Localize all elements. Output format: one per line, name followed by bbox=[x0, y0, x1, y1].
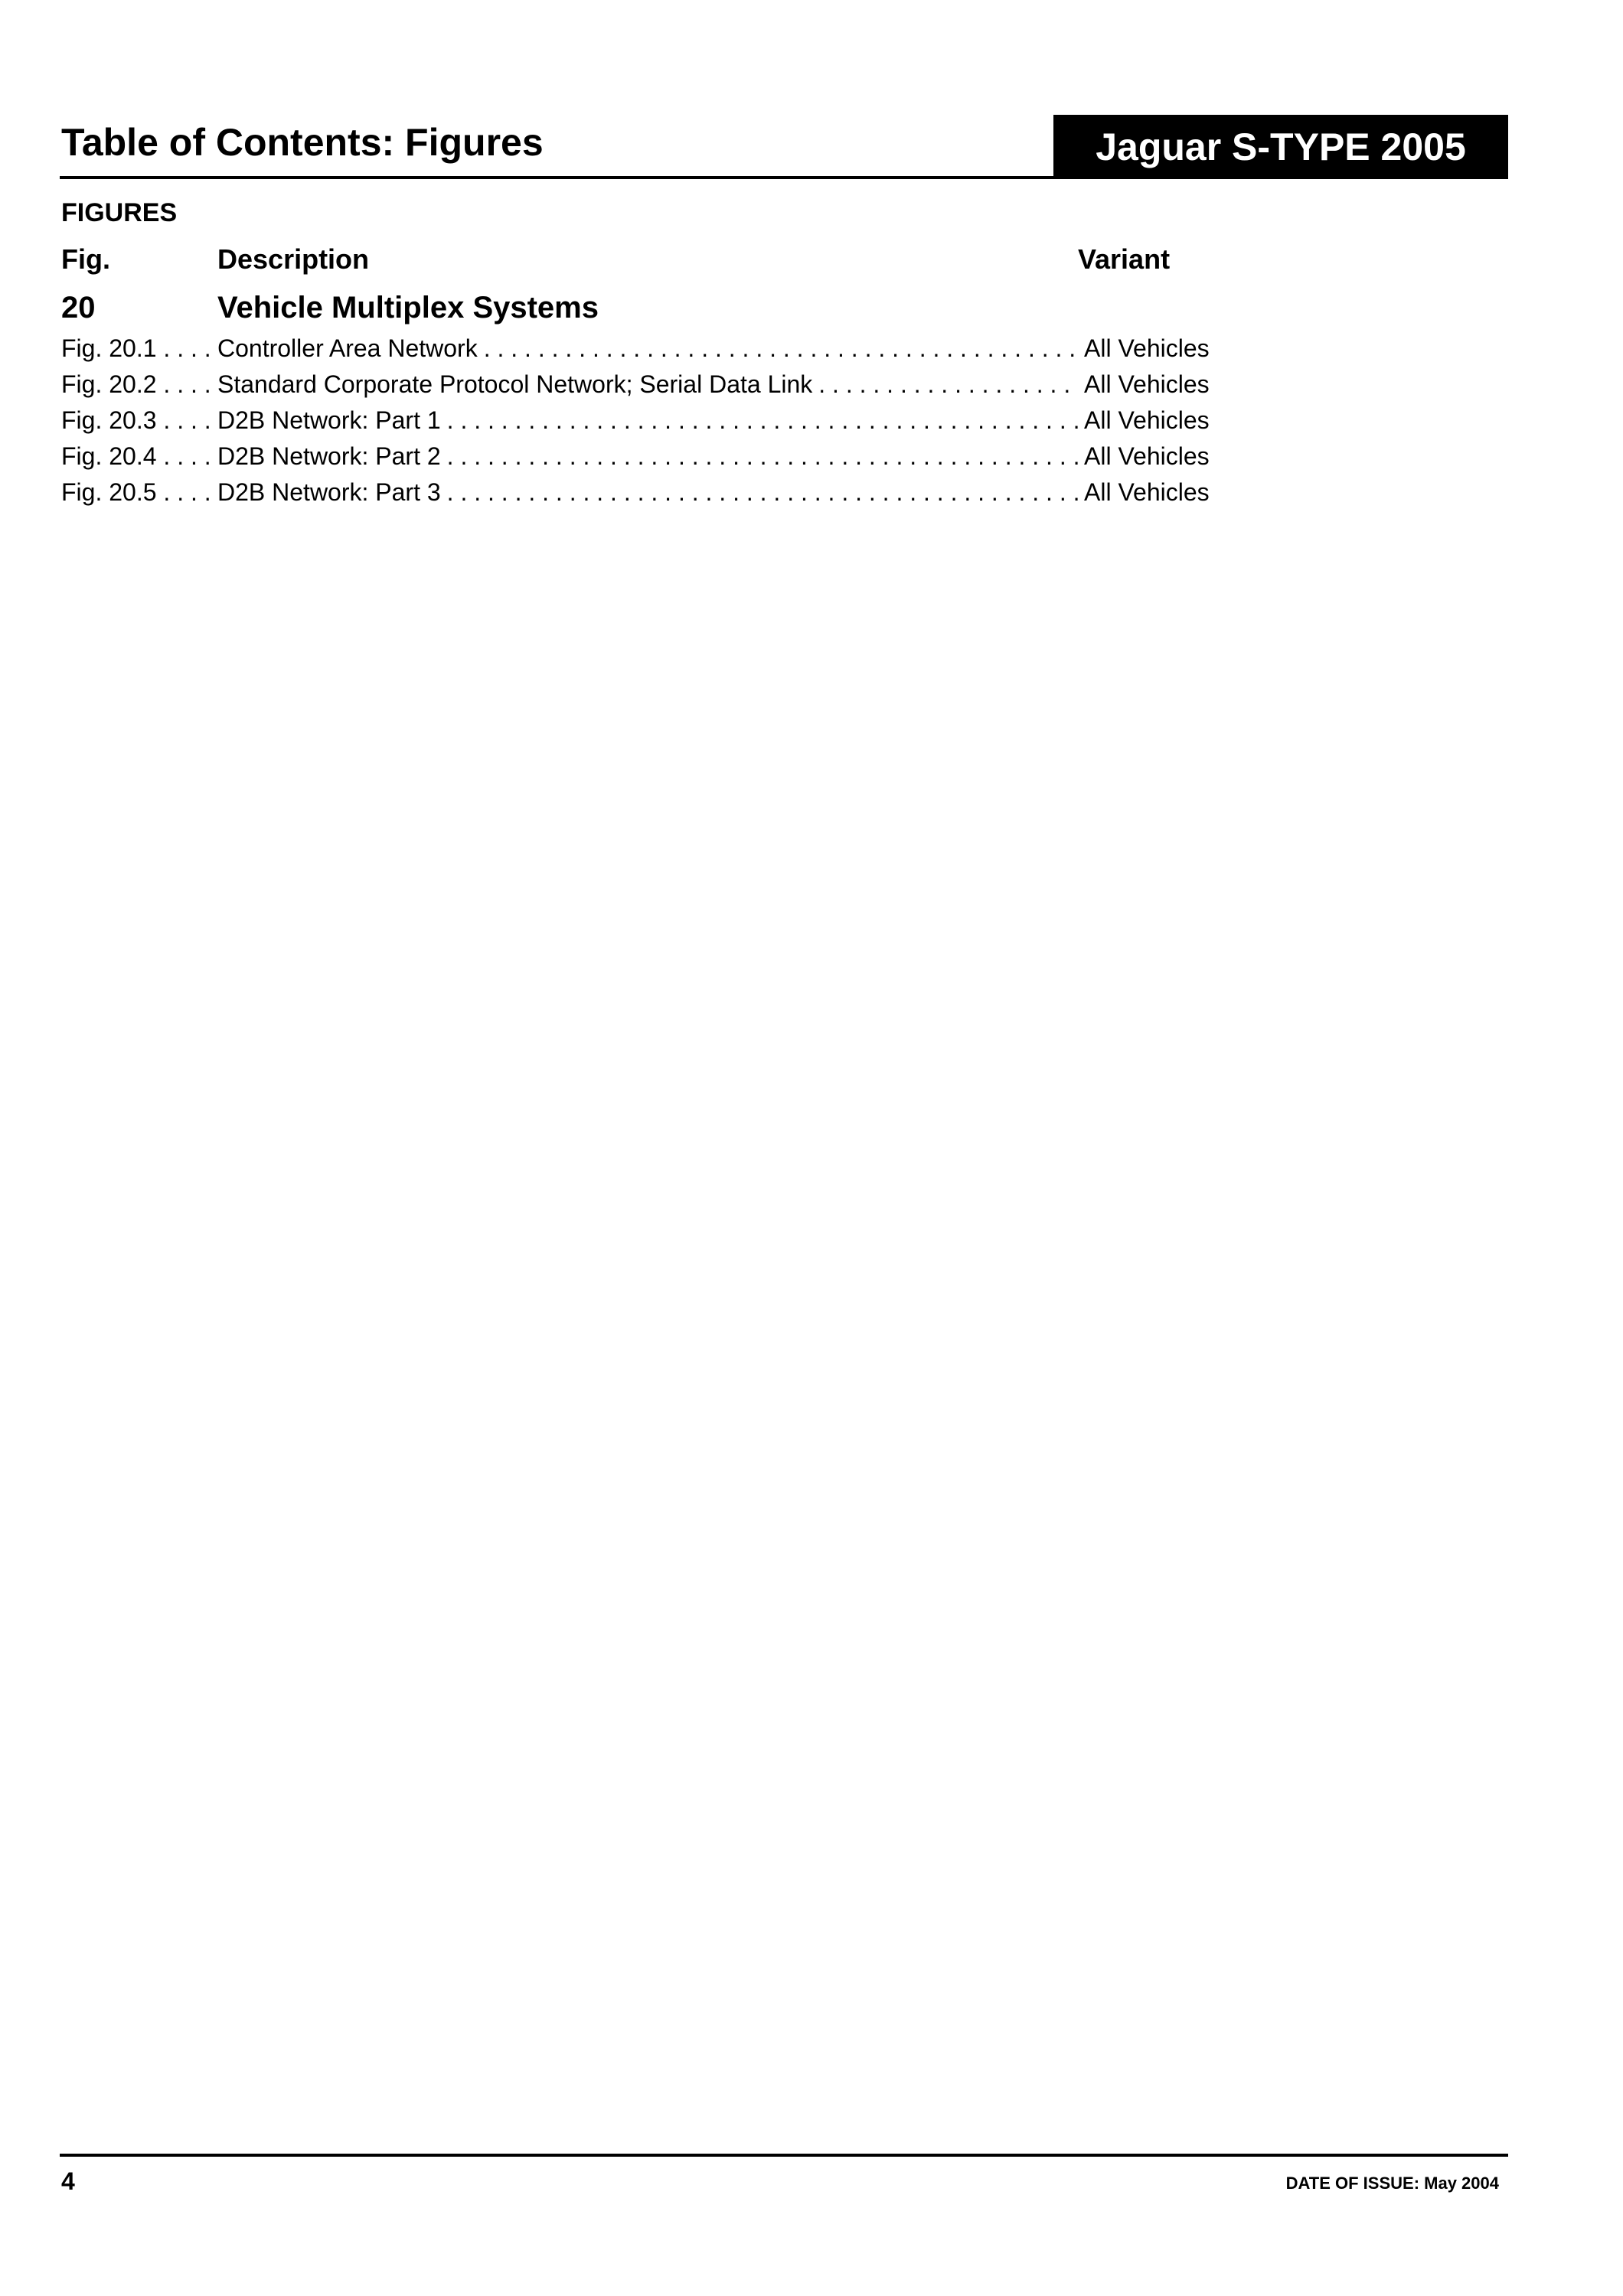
page-number: 4 bbox=[61, 2167, 75, 2195]
figure-variant: All Vehicles bbox=[1078, 404, 1210, 436]
dot-leader bbox=[447, 476, 1125, 508]
figure-variant: All Vehicles bbox=[1078, 368, 1210, 400]
figure-description-cell bbox=[217, 368, 1125, 400]
figure-description: D2B Network: Part 1 bbox=[217, 404, 447, 436]
figure-variant: All Vehicles bbox=[1078, 332, 1210, 364]
figure-description: Controller Area Network bbox=[217, 332, 484, 364]
column-header-description: Description bbox=[217, 243, 370, 275]
dot-leader bbox=[484, 332, 1125, 364]
figure-list bbox=[61, 332, 1225, 512]
figure-number: Fig. 20.2 . . . bbox=[61, 368, 217, 400]
figure-variant: All Vehicles bbox=[1078, 476, 1210, 508]
figure-number: Fig. 20.1 . . . bbox=[61, 332, 217, 364]
figure-description: D2B Network: Part 3 bbox=[217, 476, 447, 508]
figure-description: D2B Network: Part 2 bbox=[217, 440, 447, 472]
figure-row[interactable] bbox=[61, 476, 1225, 512]
figure-row[interactable] bbox=[61, 368, 1225, 404]
figure-number: Fig. 20.3 . . . bbox=[61, 404, 217, 436]
figure-description: Standard Corporate Protocol Network; Serial Data Link bbox=[217, 368, 818, 400]
dot-leader bbox=[447, 404, 1125, 436]
column-header-variant: Variant bbox=[1078, 243, 1171, 275]
group-number: 20 bbox=[61, 291, 96, 325]
model-badge: Jaguar S-TYPE 2005 bbox=[1053, 115, 1508, 179]
dot-leader bbox=[447, 440, 1125, 472]
figure-row[interactable] bbox=[61, 404, 1225, 440]
figure-description-cell bbox=[217, 404, 1125, 436]
section-label: FIGURES bbox=[61, 198, 178, 227]
column-header-fig: Fig. bbox=[61, 243, 110, 275]
figure-description-cell bbox=[217, 476, 1125, 508]
group-title: Vehicle Multiplex Systems bbox=[217, 291, 599, 325]
header-divider bbox=[60, 176, 1508, 179]
figure-number: Fig. 20.5 . . . bbox=[61, 476, 217, 508]
figure-variant: All Vehicles bbox=[1078, 440, 1210, 472]
footer-divider bbox=[60, 2154, 1508, 2157]
figure-row[interactable] bbox=[61, 440, 1225, 476]
date-of-issue: DATE OF ISSUE: May 2004 bbox=[1285, 2174, 1499, 2193]
figure-row[interactable] bbox=[61, 332, 1225, 368]
figure-description-cell bbox=[217, 440, 1125, 472]
figure-number: Fig. 20.4 . . . bbox=[61, 440, 217, 472]
figure-description-cell bbox=[217, 332, 1125, 364]
page-title: Table of Contents: Figures bbox=[61, 121, 544, 164]
